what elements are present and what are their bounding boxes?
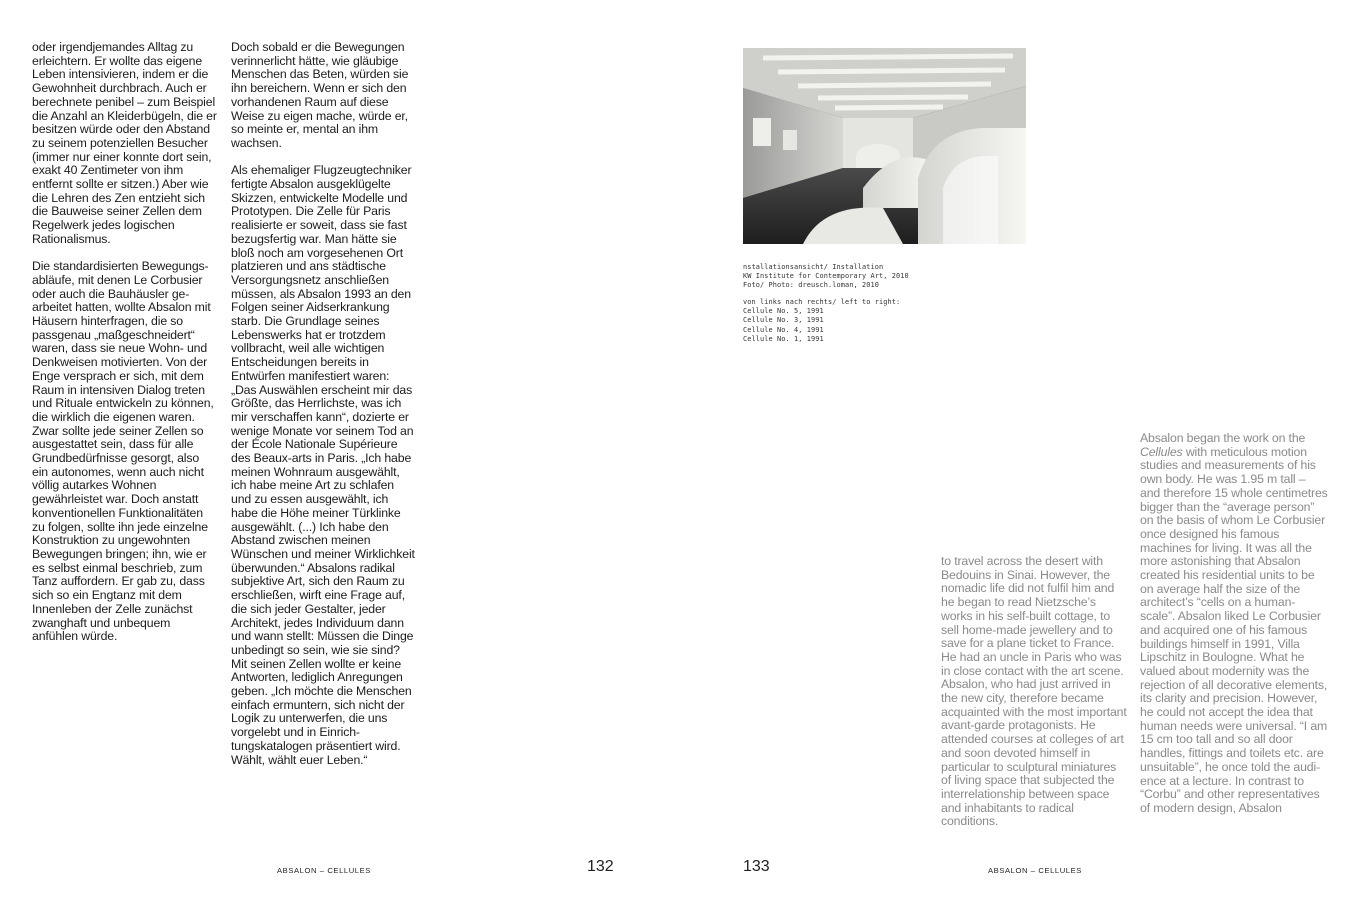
caption-line: Cellule No. 5, 1991: [743, 307, 824, 316]
right-text-column-2: [1140, 432, 1328, 816]
paragraph: Als ehemaliger Flugzeugtechniker fertigte Absalon ausgeklügelte Skizzen, entwickelte Modelle und Prototypen. Die Zelle für Paris realisierte er soweit, dass sie fast bezugsfertig war. Man hätte sie bloß noch am vorgesehenen Ort platzieren und ans städtische Versorgungsnetz anschließen müssen, als Absalon 1993 an den Folgen seiner Aidserkrankung starb. Die Grundlage seines Lebenswerks hat er trotzdem vollbracht, weil alle wichtigen Entscheidungen bereits in Entwürfen manifestiert waren: „Das Auswählen erscheint mir das Größte, das Herrlichste, was ich mir verschaffen kann“, dozierte er wenige Monate vor seinem Tod an der École Nationale Supérieure des Beaux-arts in Paris. „Ich habe meinen Wohnraum ausgewählt, ich habe meine Art zu schlafen und zu essen ausgewählt, ich habe die Höhe meiner Türklinke ausgewählt. (...) Ich habe den Abstand zwischen meinen Wünschen und meiner Wirklichkeit überwunden.“ Absalons radikal subjektive Art, sich den Raum zu erschließen, wirft eine Frage auf, die sich jeder Gestalter, jeder Architekt, jedes Individuum dann und wann stellt: Müssen die Dinge unbedingt so sein, wie sie sind? Mit seinen Zellen wollte er keine Antworten, lediglich Anregungen geben. „Ich möchte die Menschen einfach ermuntern, sich nicht der Logik zu unterwerfen, die uns vorgelebt und in Einrichtungskatalogen präsentiert wird. Wählt, wählt euer Leben.“: [231, 163, 415, 767]
caption-line: KW Institute for Contemporary Art, 2010: [743, 272, 909, 281]
running-head-right: ABSALON – CELLULES: [988, 866, 1082, 875]
left-text-column-2: [231, 41, 417, 767]
right-text-column-1: [941, 555, 1129, 829]
running-head-left: ABSALON – CELLULES: [277, 866, 371, 875]
paragraph: oder irgendjemandes Alltag zu erleichtern. Er wollte das eigene Leben intensivieren, indem er die Gewohnheit durchbrach. Auch er berechnete penibel – zum Beispiel die Anzahl an Kleiderbügeln, die er besitzen würde oder den Abstand zu seinem potenziellen Besucher (immer nur einer konnte dort sein, exakt 40 Zentimeter von ihm entfernt sollte er sitzen.) Aber wie die Lehren des Zen entzieht sich die Bauweise seiner Zellen dem Regelwerk jedes logischen Rationalismus.: [32, 40, 217, 246]
caption-line: Cellule No. 3, 1991: [743, 316, 824, 325]
paragraph: [1140, 432, 1328, 816]
installation-photo: [743, 48, 1026, 244]
page-number-right: 133: [743, 858, 770, 875]
caption-line: von links nach rechts/ left to right:: [743, 298, 901, 307]
caption-line: Cellule No. 4, 1991: [743, 325, 824, 334]
left-text-column-1: [32, 41, 218, 644]
paragraph: Die standardisierten Bewegungsabläufe, mit denen Le Corbusier oder auch die Bauhäusler gearbeitet hatten, wollte Absalon mit Häusern hinterfragen, die so passgenau „maßgeschneidert“ waren, dass sie neue Wohn- und Denkweisen motivierten. Von der Enge versprach er sich, mit dem Raum in intensiven Dialog treten und Rituale entwickeln zu können, die wirklich die eigenen waren. Zwar sollte jede seiner Zellen so ausgestattet sein, dass für alle Grundbedürfnisse gesorgt, also ein autonomes, wenn auch nicht völlig autarkes Wohnen gewährleistet war. Doch anstatt konventionellen Funktionalitäten zu folgen, sollte ihn jede einzelne Konstruktion zu ungewohnten Bewegungen bringen; ihn, wie er es selbst einmal beschrieb, zum Tanz auffordern. Er gab zu, dass sich so ein Engtanz mit dem Innenleben der Zelle zunächst zwanghaft und unbequem anfühlen würde.: [32, 259, 214, 644]
caption-line: nstallationsansicht/ Installation: [743, 263, 884, 271]
photo-caption: [743, 263, 909, 344]
gallery-installation-photo-icon: [743, 48, 1026, 244]
paragraph: to travel across the desert with Bedouins in Sinai. However, the nomadic life did not fulfil him and he began to read Nietzsche’s works in his self-built cottage, to sell home-made jewellery and to save for a plane ticket to France. He had an uncle in Paris who was in close contact with the art scene. Absalon, who had just arrived in the new city, therefore became acquainted with the most important avant-garde protagonists. He attended courses at colleges of art and soon devoted himself in particular to sculptural miniatures of living space that subjected the interrelationship between space and inhabitants to radical conditions.: [941, 554, 1127, 829]
paragraph: Doch sobald er die Bewegungen verinnerlicht hätte, wie gläubige Menschen das Beten, würden sie ihn bereichern. Wenn er sich den vorhandenen Raum auf diese Weise zu eigen mache, würde er, so meinte er, mental an ihm wachsen.: [231, 40, 409, 150]
page-number-left: 132: [587, 858, 614, 875]
italic-title: Cellules: [1140, 444, 1183, 459]
caption-line: Cellule No. 1, 1991: [743, 334, 824, 343]
text-run: Absalon began the work on the: [1140, 431, 1306, 445]
caption-line: Foto/ Photo: dreusch.loman, 2010: [743, 281, 879, 290]
text-run: with meticulous motion studies and measurements of his own body. He was 1.95 m tall – and therefore 15 whole centimetres bigger than the “average person” on the basis of whom Le Corbusier once designed his famous machines for living. It was all the more astonishing that Absalon created his residential units to be on average half the size of the architect’s “cells on a human-scale”. Absalon liked Le Corbusier and acquired one of his famous buildings himself in 1991, Villa Lipschitz in Boulogne. What he valued about modernity was the rejection of all decorative elements, its clarity and precision. However, he could not accept the idea that human needs were universal. “I am 15 cm too tall and so all door handles, fittings and toilets etc. are unsuitable”, he once told the audience at a lecture. In contrast to “Corbu” and other representatives of modern design, Absalon: [1140, 444, 1328, 815]
